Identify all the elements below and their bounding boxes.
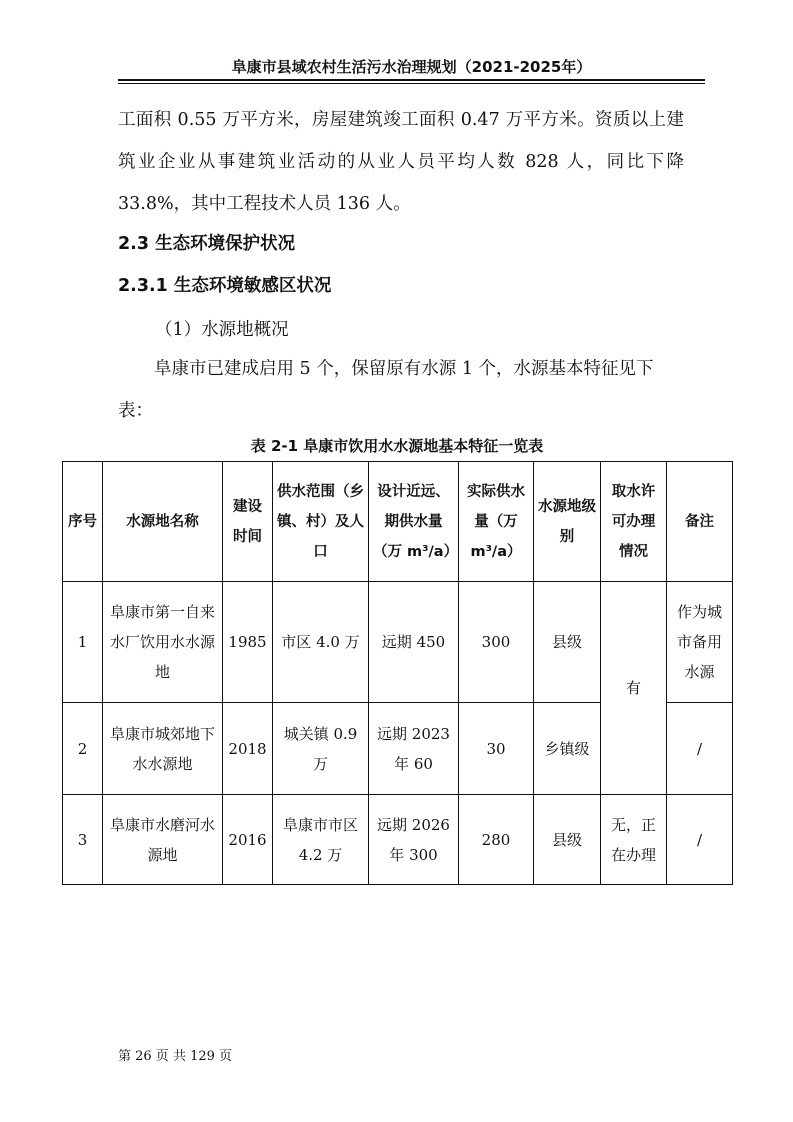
cell-scope: 阜康市市区 4.2 万	[273, 795, 369, 885]
header-level: 水源地级别	[534, 462, 601, 582]
cell-scope: 城关镇 0.9 万	[273, 703, 369, 795]
header-built: 建设时间	[223, 462, 273, 582]
cell-seq: 3	[63, 795, 103, 885]
cell-permit: 无，正在办理	[601, 795, 667, 885]
table-row	[63, 582, 733, 703]
cell-note: /	[667, 795, 733, 885]
page-footer: 第 26 页 共 129 页	[118, 1049, 233, 1064]
body-paragraph-2: 阜康市已建成启用 5 个，保留原有水源 1 个，水源基本特征见下表：	[118, 359, 654, 421]
header-seq: 序号	[63, 462, 103, 582]
section-heading-2-3: 2.3 生态环境保护状况	[118, 234, 296, 254]
cell-actual: 30	[459, 703, 534, 795]
cell-name: 阜康市第一自来水厂饮用水水源地	[103, 582, 223, 703]
cell-design: 远期 2026 年 300	[369, 795, 459, 885]
section-heading-2-3-1: 2.3.1 生态环境敏感区状况	[118, 276, 332, 296]
table-caption: 表 2-1 阜康市饮用水水源地基本特征一览表	[250, 437, 544, 455]
cell-built: 2018	[223, 703, 273, 795]
cell-seq: 1	[63, 582, 103, 703]
cell-built: 1985	[223, 582, 273, 703]
header-actual: 实际供水量（万m³/a）	[459, 462, 534, 582]
table-header-row	[63, 462, 733, 582]
cell-level: 县级	[534, 582, 601, 703]
cell-actual: 280	[459, 795, 534, 885]
cell-level: 县级	[534, 795, 601, 885]
cell-scope: 市区 4.0 万	[273, 582, 369, 703]
cell-built: 2016	[223, 795, 273, 885]
cell-permit-merged: 有	[601, 582, 667, 795]
subheading-water-source: （1）水源地概况	[155, 320, 289, 340]
cell-note: /	[667, 703, 733, 795]
header-note: 备注	[667, 462, 733, 582]
water-source-table	[62, 461, 733, 885]
header-rule-thick	[118, 79, 705, 81]
header-name: 水源地名称	[103, 462, 223, 582]
cell-seq: 2	[63, 703, 103, 795]
table-row	[63, 795, 733, 885]
cell-note: 作为城市备用水源	[667, 582, 733, 703]
cell-level: 乡镇级	[534, 703, 601, 795]
header-permit: 取水许可办理情况	[601, 462, 667, 582]
cell-name: 阜康市城郊地下水水源地	[103, 703, 223, 795]
body-paragraph-1: 工面积 0.55 万平方米，房屋建筑竣工面积 0.47 万平方米。资质以上建筑业企业从事建筑业活动的从业人员平均人数 828 人，同比下降 33.8%，其中工程技术人员 136 人。	[118, 110, 684, 214]
cell-design: 远期 450	[369, 582, 459, 703]
page-header-title: 阜康市县域农村生活污水治理规划（2021-2025年）	[231, 58, 592, 76]
cell-design: 远期 2023 年 60	[369, 703, 459, 795]
header-rule-thin	[118, 83, 705, 84]
header-design: 设计近远、期供水量（万 m³/a）	[369, 462, 459, 582]
header-scope: 供水范围（乡镇、村）及人口	[273, 462, 369, 582]
cell-name: 阜康市水磨河水源地	[103, 795, 223, 885]
cell-actual: 300	[459, 582, 534, 703]
